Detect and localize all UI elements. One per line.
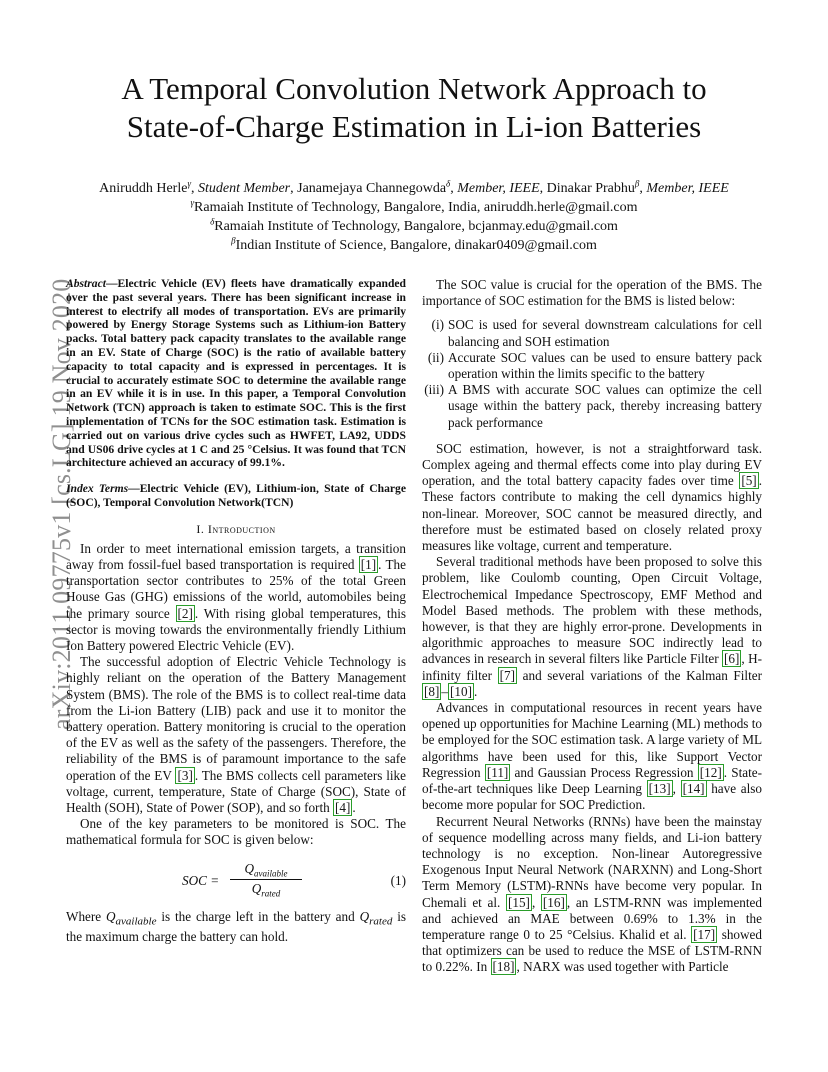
text-run: have also become more popular for SOC Prediction. <box>422 781 763 813</box>
text-run: . State-of-the-art techniques like Deep Learning <box>422 764 763 797</box>
affiliation-sup: γ <box>190 197 195 208</box>
text-run: is the charge left in the battery and <box>156 908 360 924</box>
text-run: SOC estimation, however, is not a straightforward task. Complex ageing and thermal effects come into play during EV operation, and the total battery capacity fades over time <box>422 440 762 489</box>
text-run: , H-infinity filter <box>422 651 762 683</box>
right-paragraph-2 <box>422 441 762 554</box>
text-run: , NARX was used together with Particle <box>516 959 729 975</box>
citation-link[interactable]: [2] <box>177 605 193 621</box>
text-run: , <box>531 894 541 910</box>
math-symbol: Q <box>359 908 370 924</box>
index-terms-text: —Electric Vehicle (EV), Lithium-ion, State of Charge (SOC), Temporal Convolution Network(TCN) <box>66 482 406 509</box>
soc-equation <box>66 861 406 903</box>
list-item <box>422 350 762 382</box>
citation-link[interactable]: [17] <box>693 926 716 942</box>
list-item-label: (iii) <box>424 382 444 398</box>
denominator-symbol: Q <box>251 881 262 897</box>
text-run: – <box>441 683 448 699</box>
affiliation-sup: δ <box>210 216 215 227</box>
text-run: . <box>352 800 356 815</box>
equation-denominator <box>230 881 302 899</box>
abstract <box>66 277 406 470</box>
paper-title <box>60 70 768 146</box>
right-paragraph-5 <box>422 814 762 976</box>
text-run: is the maximum charge the battery can hold. <box>66 908 407 945</box>
citation-link[interactable]: [18] <box>492 959 515 975</box>
section-heading: I. Introduction <box>196 521 276 536</box>
text-run: and Gaussian Process Regression <box>510 764 698 780</box>
intro-paragraph-4 <box>66 909 406 946</box>
author-role: Member, IEEE <box>646 181 729 196</box>
right-paragraph-1: The SOC value is crucial for the operation of the BMS. The importance of SOC estimation for the BMS is listed below: <box>422 277 762 309</box>
equation-lhs: SOC = <box>182 872 220 888</box>
list-item-text: SOC is used for several downstream calculations for cell balancing and SOH estimation <box>448 317 762 349</box>
citation-link[interactable]: [4] <box>335 800 351 815</box>
text-run: . <box>473 683 478 699</box>
affiliation-text: Indian Institute of Science, Bangalore, dinakar0409@gmail.com <box>235 238 597 253</box>
author-sup: γ <box>187 178 191 189</box>
fraction-bar <box>230 879 302 880</box>
list-item-label: (i) <box>431 317 444 333</box>
numerator-symbol: Q <box>244 860 255 876</box>
list-item <box>422 382 762 431</box>
citation-link[interactable]: [5] <box>741 473 757 489</box>
list-item-text: Accurate SOC values can be used to ensure battery pack operation within the limits specific to the battery <box>448 349 762 382</box>
affiliation-3 <box>60 236 768 255</box>
affiliation-text: Ramaiah Institute of Technology, Bangalore, bcjanmay.edu@gmail.com <box>214 219 618 234</box>
citation-link[interactable]: [16] <box>542 894 565 910</box>
right-paragraph-4 <box>422 700 762 813</box>
numerator-subscript: available <box>254 868 288 879</box>
math-subscript: available <box>115 915 157 928</box>
index-terms-lead: Index Terms <box>66 482 129 496</box>
list-item-text: A BMS with accurate SOC values can optimize the cell usage within the battery pack, thereby increasing battery pack performance <box>448 382 762 430</box>
text-run: . These factors contribute to making the cell dynamics highly non-linear. Moreover, SOC cannot be measured directly, and therefore must be estimated based on closely related proxy measures like voltage, current and temperature. <box>422 473 762 554</box>
citation-link[interactable]: [14] <box>682 781 705 797</box>
text-run: Recurrent Neural Networks (RNNs) have been the mainstay of sequence modelling across many fields, and Li-ion battery technology is no exception. Non-linear Autoregressive Exogenous Input Neural Network (NARXNN) and Long-Short Term Memory (LSTM)-RNNs have become very popular. In Chemali et al. <box>422 813 762 910</box>
list-item-label: (ii) <box>427 349 444 365</box>
author-name: Dinakar Prabhu <box>546 181 635 196</box>
title-line-1: A Temporal Convolution Network Approach to <box>121 71 707 106</box>
author-sup: δ <box>446 178 451 189</box>
citation-link[interactable]: [15] <box>507 894 530 910</box>
text-run: Several traditional methods have been proposed to solve this problem, like Coulomb counting, Open Circuit Voltage, Electrochemical Impedance Spectroscopy, EMF Method and Model Based methods. The problem with these methods, however, is that they are highly error-prone. Developments in algorithmic approaches to measure SOC indirectly lead to advances in research in several filters like Particle Filter <box>422 554 762 667</box>
right-column <box>422 277 762 976</box>
text-run: showed that optimizers can be used to reduce the MSE of LSTM-RNN to 0.22%. In <box>422 926 762 975</box>
equation-fraction <box>230 861 302 899</box>
equation-numerator <box>230 861 302 879</box>
author-role: Student Member <box>197 181 291 196</box>
text-run: . The transportation sector contributes to 25% of the total Green House Gas (GHG) emissions of the world, automobiles being the primary source <box>66 556 406 621</box>
abstract-lead: Abstract <box>66 277 106 290</box>
denominator-subscript: rated <box>261 888 281 899</box>
intro-paragraph-2 <box>66 654 406 816</box>
author-name: Aniruddh Herle <box>99 181 188 196</box>
text-run: The successful adoption of Electric Vehicle Technology is highly reliant on the operation of the Battery Management System (BMS). The role of the BMS is to collect real-time data from the Li-ion Battery (LIB) pack and use it to monitor the battery operation. Battery monitoring is crucial to the operation of the EV as well as the safety of the passengers. Therefore, the reliability of the BMS is of paramount importance to the safe operation of the EV <box>66 654 406 783</box>
citation-link[interactable]: [7] <box>499 667 516 683</box>
text-run: Where <box>66 908 106 924</box>
text-run: . With rising global temperatures, this sector is moving towards the environmentally friendly Lithium Ion Battery powered Electric Vehicle (EV). <box>66 605 406 653</box>
math-subscript: rated <box>369 915 393 928</box>
math-symbol: Q <box>106 908 116 924</box>
soc-importance-list <box>422 317 762 430</box>
equation-number: (1) <box>390 872 406 888</box>
intro-paragraph-1 <box>66 541 406 654</box>
author-list: Aniruddh Herle$^\gamma$, Student Member, Janamejaya Channegowda$^\delta$, Member, IEEE, Dinakar Prabhu$^\beta$, Member, IEEE <box>99 178 729 196</box>
citation-link[interactable]: [8] <box>424 683 440 699</box>
left-column <box>66 277 406 946</box>
list-item <box>422 317 762 349</box>
author-sup: β <box>634 178 640 189</box>
affiliation-2 <box>60 217 768 236</box>
author-role: Member, IEEE <box>457 181 540 196</box>
citation-link[interactable]: [11] <box>486 764 509 780</box>
text-run: , <box>672 781 681 797</box>
arxiv-stamp: arXiv:2011.09775v1 [cs.LG] 19 Nov 2020 <box>47 278 76 730</box>
citation-link[interactable]: [1] <box>360 556 377 572</box>
text-run: and several variations of the Kalman Filter <box>517 667 762 683</box>
affiliation-text: Ramaiah Institute of Technology, Bangalore, India, aniruddh.herle@gmail.com <box>194 200 638 215</box>
text-run: In order to meet international emission targets, a transition away from fossil-fuel based transportation is required <box>66 540 406 572</box>
author-name: Janamejaya Channegowda <box>297 181 447 196</box>
citation-link[interactable]: [12] <box>699 764 722 780</box>
text-run: Advances in computational resources in recent years have opened up opportunities for Machine Learning (ML) methods to be employed for the SOC estimation task. A large variety of ML algorithms have been used for this, like Support Vector Regression <box>422 700 762 780</box>
text-run: . The BMS collects cell parameters like voltage, current, temperature, State of Charge (SOC), State of Health (SOH), State of Power (SOP), and so forth <box>66 767 406 815</box>
citation-link[interactable]: [3] <box>177 767 193 783</box>
intro-paragraph-3: One of the key parameters to be monitored is SOC. The mathematical formula for SOC is given below: <box>66 816 406 848</box>
affiliation-sup: β <box>231 235 236 246</box>
affiliation-1 <box>60 198 768 217</box>
citation-link[interactable]: [13] <box>648 781 671 797</box>
citation-link[interactable]: [10] <box>449 683 472 699</box>
title-line-2: State-of-Charge Estimation in Li-ion Batteries <box>126 109 702 144</box>
right-paragraph-3 <box>422 554 762 700</box>
index-terms <box>66 482 406 510</box>
text-run: , an LSTM-RNN was implemented and achieved an MAE between 0.69% to 1.3% in the temperature range 0 to 25 °Celsius. Khalid et al. <box>422 894 762 942</box>
citation-link[interactable]: [6] <box>724 651 740 667</box>
abstract-text: —Electric Vehicle (EV) fleets have dramatically expanded over the past several years. There has been significant increase in interest to electrify all modes of transportation. EVs are primarily powered by Energy Storage Systems such as Lithium-ion Battery packs. Total battery pack capacity translates to the available range in an EV. State of Charge (SOC) is the ratio of available battery capacity to total capacity and is expressed in percentages. It is crucial to accurately estimate SOC to determine the available range in an EV while it is in use. In this paper, a Temporal Convolution Network (TCN) approach is taken to estimate SOC. This is the first implementation of TCNs for the SOC estimation task. Estimation is carried out on various drive cycles such as HWFET, LA92, UDDS and US06 drive cycles at 1 C and 25 °Celsius. It was found that TCN architecture achieved an accuracy of 99.1%. <box>66 277 406 470</box>
